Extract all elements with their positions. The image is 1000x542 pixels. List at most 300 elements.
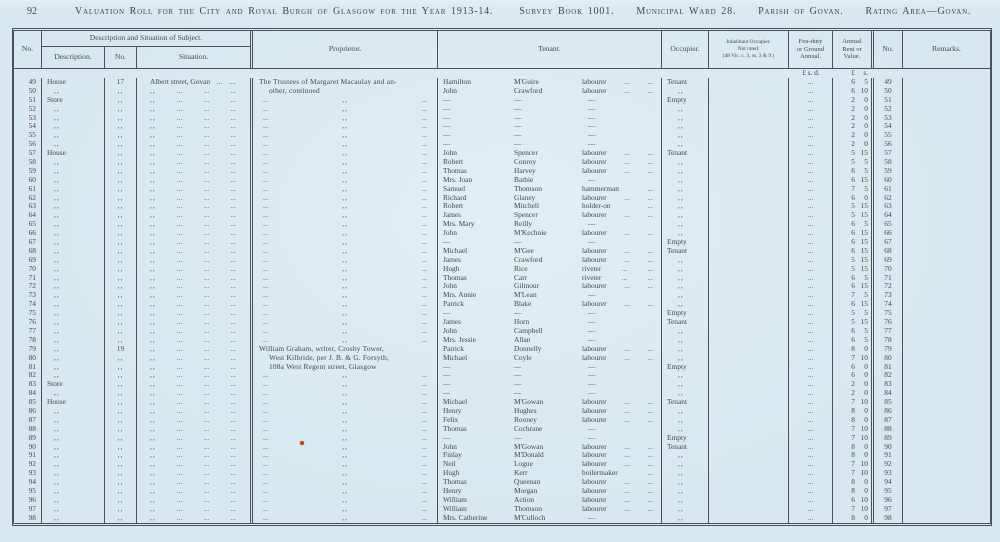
cell-street-no: ,, xyxy=(105,514,137,523)
cell-tenant-occupation: — xyxy=(578,434,662,443)
cell-description: ,, xyxy=(42,416,105,425)
cell-remarks xyxy=(903,371,990,380)
table-row xyxy=(14,78,990,87)
cell-entry-no-right: 68 xyxy=(871,247,903,256)
cell-feu-duty: ... xyxy=(789,229,833,238)
cell-proprietor: ... ,, ... xyxy=(250,274,438,283)
cell-remarks xyxy=(903,380,990,389)
cell-tenant-forename: Thomas xyxy=(443,273,467,282)
cell-annual-rent: 2 0 xyxy=(851,113,868,122)
cell-inhabitant-occupier xyxy=(709,265,789,274)
cell-tenant-forename: James xyxy=(443,211,462,220)
col-header-no: No. xyxy=(14,31,42,68)
cell-entry-no-right: 86 xyxy=(871,407,903,416)
cell-occupier: ,, xyxy=(662,256,709,265)
cell-occupier: ,, xyxy=(662,478,709,487)
table-row xyxy=(14,380,990,389)
cell-tenant-surname: Crawford xyxy=(514,86,543,95)
cell-entry-no-right: 90 xyxy=(871,443,903,452)
table-row xyxy=(14,434,990,443)
cell-situation: ,, ... ... ... xyxy=(150,255,236,264)
cell-tenant-forename: Thomas xyxy=(443,478,467,487)
cell-situation: ,, ... ... ... xyxy=(150,86,236,95)
cell-feu-duty: ... xyxy=(789,407,833,416)
cell-occupier: ,, xyxy=(662,380,709,389)
cell-tenant-surname: Rice xyxy=(514,264,528,273)
cell-street-no: ,, xyxy=(105,451,137,460)
table-row xyxy=(14,114,990,123)
cell-street-no: ,, xyxy=(105,238,137,247)
cell-tenant-surname: Kerr xyxy=(514,469,528,478)
cell-annual-rent: 6 5 xyxy=(851,335,868,344)
cell-tenant-occupation: — xyxy=(578,363,662,372)
cell-feu-duty: ... xyxy=(789,327,833,336)
cell-occupier: ,, xyxy=(662,167,709,176)
cell-tenant-forename: — xyxy=(443,140,451,149)
cell-occupier: ,, xyxy=(662,87,709,96)
cell-entry-no: 85 xyxy=(14,398,42,407)
cell-occupier: ,, xyxy=(662,291,709,300)
table-row xyxy=(14,274,990,283)
cell-situation: ,, ... ... ... xyxy=(150,229,236,238)
cell-tenant-occupation: holder-on ... xyxy=(578,202,662,211)
cell-tenant-occupation: — xyxy=(578,425,662,434)
cell-entry-no-right: 56 xyxy=(871,140,903,149)
cell-tenant-forename: — xyxy=(443,122,451,131)
cell-entry-no-right: 80 xyxy=(871,354,903,363)
cell-feu-duty: ... xyxy=(789,443,833,452)
cell-tenant-forename: — xyxy=(443,433,451,442)
cell-tenant-surname: Donnelly xyxy=(514,344,542,353)
cell-entry-no-right: 98 xyxy=(871,514,903,523)
cell-tenant-occupation: labourer ... ... xyxy=(578,247,662,256)
cell-tenant-forename: — xyxy=(443,362,451,371)
cell-street-no: ,, xyxy=(105,122,137,131)
cell-proprietor: ... ,, ... xyxy=(250,265,438,274)
cell-inhabitant-occupier xyxy=(709,363,789,372)
cell-situation: ,, ... ... ... xyxy=(150,264,236,273)
cell-proprietor: ... ,, ... xyxy=(250,149,438,158)
cell-inhabitant-occupier xyxy=(709,300,789,309)
cell-remarks xyxy=(903,194,990,203)
cell-entry-no-right: 95 xyxy=(871,487,903,496)
table-row xyxy=(14,140,990,149)
cell-situation: ,, ... ... ... xyxy=(150,220,236,229)
cell-feu-duty: ... xyxy=(789,114,833,123)
cell-occupier: ,, xyxy=(662,416,709,425)
cell-entry-no: 89 xyxy=(14,434,42,443)
cell-remarks xyxy=(903,309,990,318)
cell-annual-rent: 6 15 xyxy=(851,175,868,184)
cell-tenant-surname: Carr xyxy=(514,273,528,282)
cell-tenant-forename: Mrs. Jessie xyxy=(443,335,476,344)
table-row xyxy=(14,371,990,380)
cell-entry-no: 67 xyxy=(14,238,42,247)
cell-annual-rent: 7 10 xyxy=(851,353,868,362)
cell-tenant-surname: Horn xyxy=(514,318,530,327)
cell-street-no: ,, xyxy=(105,291,137,300)
cell-inhabitant-occupier xyxy=(709,354,789,363)
cell-inhabitant-occupier xyxy=(709,478,789,487)
cell-proprietor: ... ,, ... xyxy=(250,185,438,194)
cell-entry-no-right: 70 xyxy=(871,265,903,274)
cell-annual-rent: 8 0 xyxy=(851,344,868,353)
cell-annual-rent: 8 0 xyxy=(851,415,868,424)
cell-proprietor: ... ,, ... xyxy=(250,380,438,389)
cell-annual-rent: 6 15 xyxy=(851,246,868,255)
cell-street-no: ,, xyxy=(105,309,137,318)
cell-feu-duty: ... xyxy=(789,158,833,167)
cell-inhabitant-occupier xyxy=(709,345,789,354)
cell-tenant-occupation: labourer ... ... xyxy=(578,505,662,514)
cell-occupier: ,, xyxy=(662,345,709,354)
cell-tenant-surname: — xyxy=(514,371,522,380)
cell-inhabitant-occupier xyxy=(709,238,789,247)
cell-proprietor: other, continued xyxy=(250,87,438,96)
cell-tenant-surname: Blake xyxy=(514,300,532,309)
cell-proprietor: ... ,, ... xyxy=(250,425,438,434)
cell-inhabitant-occupier xyxy=(709,451,789,460)
cell-description: ,, xyxy=(42,176,105,185)
cell-proprietor: ... ,, ... xyxy=(250,105,438,114)
cell-inhabitant-occupier xyxy=(709,105,789,114)
cell-annual-rent: 6 5 xyxy=(851,273,868,282)
cell-proprietor: ... ,, ... xyxy=(250,460,438,469)
cell-description: ,, xyxy=(42,496,105,505)
survey-book: Survey Book 1001. xyxy=(519,6,615,17)
cell-tenant-surname: M'Culloch xyxy=(514,513,546,522)
cell-remarks xyxy=(903,434,990,443)
cell-description: ,, xyxy=(42,87,105,96)
cell-entry-no-right: 67 xyxy=(871,238,903,247)
cell-situation: ,, ... ... ... xyxy=(150,362,236,371)
col-header-inhabitant-occupier: Inhabitant Occupier. Not rated. (48 Vic. c. 3, ss. 3 & 9.) xyxy=(709,31,789,68)
cell-remarks xyxy=(903,140,990,149)
cell-inhabitant-occupier xyxy=(709,487,789,496)
cell-occupier: ,, xyxy=(662,425,709,434)
cell-tenant-forename: John xyxy=(443,86,457,95)
cell-tenant-forename: John xyxy=(443,282,457,291)
cell-inhabitant-occupier xyxy=(709,122,789,131)
cell-entry-no: 65 xyxy=(14,220,42,229)
cell-entry-no: 84 xyxy=(14,389,42,398)
cell-feu-duty: ... xyxy=(789,354,833,363)
cell-remarks xyxy=(903,105,990,114)
cell-tenant-forename: Mrs. Annie xyxy=(443,291,477,300)
cell-situation: ,, ... ... ... xyxy=(150,291,236,300)
cell-situation: ,, ... ... ... xyxy=(150,415,236,424)
cell-situation: ,, ... ... ... xyxy=(150,335,236,344)
cell-occupier: ,, xyxy=(662,105,709,114)
cell-situation: ,, ... ... ... xyxy=(150,282,236,291)
cell-entry-no: 55 xyxy=(14,131,42,140)
cell-tenant-forename: — xyxy=(443,113,451,122)
cell-remarks xyxy=(903,363,990,372)
cell-feu-duty: ... xyxy=(789,131,833,140)
cell-tenant-occupation: — xyxy=(578,140,662,149)
cell-tenant-forename: John xyxy=(443,326,457,335)
cell-tenant-forename: James xyxy=(443,318,462,327)
cell-tenant-surname: Campbell xyxy=(514,326,543,335)
cell-street-no: ,, xyxy=(105,220,137,229)
cell-inhabitant-occupier xyxy=(709,389,789,398)
table-row xyxy=(14,220,990,229)
cell-street-no: ,, xyxy=(105,149,137,158)
cell-entry-no-right: 65 xyxy=(871,220,903,229)
table-row xyxy=(14,131,990,140)
cell-entry-no-right: 94 xyxy=(871,478,903,487)
cell-entry-no: 71 xyxy=(14,274,42,283)
cell-street-no: ,, xyxy=(105,363,137,372)
cell-description: ,, xyxy=(42,238,105,247)
cell-tenant-forename: Henry xyxy=(443,406,462,415)
cell-inhabitant-occupier xyxy=(709,185,789,194)
annual-units-label: £ s. xyxy=(851,69,868,77)
cell-annual-rent: 7 10 xyxy=(851,433,868,442)
cell-tenant-forename: Hugh xyxy=(443,469,460,478)
cell-description: ,, xyxy=(42,469,105,478)
col-header-remarks: Remarks. xyxy=(932,44,961,54)
cell-feu-duty: ... xyxy=(789,96,833,105)
cell-remarks xyxy=(903,300,990,309)
cell-remarks xyxy=(903,443,990,452)
cell-occupier: ,, xyxy=(662,389,709,398)
cell-description: ,, xyxy=(42,371,105,380)
cell-inhabitant-occupier xyxy=(709,211,789,220)
cell-tenant-occupation: labourer ... ... xyxy=(578,78,662,87)
cell-proprietor: ... ,, ... xyxy=(250,309,438,318)
cell-tenant-forename: Finlay xyxy=(443,451,462,460)
cell-street-no: ,, xyxy=(105,398,137,407)
cell-inhabitant-occupier xyxy=(709,336,789,345)
cell-remarks xyxy=(903,318,990,327)
cell-tenant-surname: M'Gowan xyxy=(514,442,544,451)
cell-tenant-occupation: — xyxy=(578,389,662,398)
cell-annual-rent: 5 15 xyxy=(851,318,868,327)
cell-annual-rent: 5 15 xyxy=(851,202,868,211)
cell-feu-duty: ... xyxy=(789,505,833,514)
cell-remarks xyxy=(903,78,990,87)
cell-occupier: ,, xyxy=(662,407,709,416)
cell-proprietor: ... ,, ... xyxy=(250,416,438,425)
cell-proprietor: ... ,, ... xyxy=(250,327,438,336)
cell-tenant-occupation: — xyxy=(578,220,662,229)
cell-entry-no: 49 xyxy=(14,78,42,87)
cell-entry-no: 50 xyxy=(14,87,42,96)
cell-entry-no: 81 xyxy=(14,363,42,372)
cell-description: ,, xyxy=(42,220,105,229)
cell-street-no: ,, xyxy=(105,336,137,345)
cell-feu-duty: ... xyxy=(789,78,833,87)
cell-feu-duty: ... xyxy=(789,247,833,256)
cell-feu-duty: ... xyxy=(789,194,833,203)
cell-annual-rent: 6 10 xyxy=(851,86,868,95)
cell-proprietor: ... ,, ... xyxy=(250,291,438,300)
cell-annual-rent: 6 5 xyxy=(851,220,868,229)
cell-description: ,, xyxy=(42,211,105,220)
cell-proprietor: ... ,, ... xyxy=(250,140,438,149)
cell-remarks xyxy=(903,114,990,123)
cell-tenant-occupation: labourer ... ... xyxy=(578,407,662,416)
cell-entry-no-right: 89 xyxy=(871,434,903,443)
cell-entry-no-right: 81 xyxy=(871,363,903,372)
cell-street-no: ,, xyxy=(105,140,137,149)
cell-tenant-occupation: labourer ... ... xyxy=(578,354,662,363)
cell-occupier: ,, xyxy=(662,282,709,291)
cell-entry-no-right: 61 xyxy=(871,185,903,194)
cell-annual-rent: 7 5 xyxy=(851,291,868,300)
cell-feu-duty: ... xyxy=(789,389,833,398)
cell-proprietor: ... ,, ... xyxy=(250,220,438,229)
table-row xyxy=(14,87,990,96)
cell-street-no: ,, xyxy=(105,114,137,123)
cell-annual-rent: 5 5 xyxy=(851,309,868,318)
cell-entry-no: 88 xyxy=(14,425,42,434)
cell-description: ,, xyxy=(42,443,105,452)
cell-entry-no: 77 xyxy=(14,327,42,336)
cell-feu-duty: ... xyxy=(789,336,833,345)
cell-entry-no-right: 54 xyxy=(871,122,903,131)
table-row xyxy=(14,460,990,469)
cell-situation: ,, ... ... ... xyxy=(150,238,236,247)
cell-entry-no: 83 xyxy=(14,380,42,389)
cell-inhabitant-occupier xyxy=(709,514,789,523)
cell-tenant-surname: Spencer xyxy=(514,149,538,158)
cell-tenant-forename: James xyxy=(443,255,462,264)
cell-description: ,, xyxy=(42,434,105,443)
red-ink-speck xyxy=(300,441,304,445)
cell-street-no: ,, xyxy=(105,167,137,176)
cell-tenant-occupation: — xyxy=(578,309,662,318)
cell-tenant-forename: — xyxy=(443,238,451,247)
cell-remarks xyxy=(903,87,990,96)
cell-tenant-forename: Michael xyxy=(443,398,468,407)
cell-annual-rent: 2 0 xyxy=(851,104,868,113)
cell-situation: ,, ... ... ... xyxy=(150,469,236,478)
cell-remarks xyxy=(903,398,990,407)
cell-feu-duty: ... xyxy=(789,122,833,131)
cell-proprietor: ... ,, ... xyxy=(250,211,438,220)
cell-tenant-surname: Spencer xyxy=(514,211,538,220)
cell-entry-no: 79 xyxy=(14,345,42,354)
currency-units-row xyxy=(14,69,990,78)
cell-occupier: Tenant xyxy=(662,149,709,158)
cell-entry-no-right: 59 xyxy=(871,167,903,176)
cell-feu-duty: ... xyxy=(789,434,833,443)
cell-tenant-forename: Mrs. Joan xyxy=(443,175,473,184)
cell-feu-duty: ... xyxy=(789,291,833,300)
cell-street-no: ,, xyxy=(105,327,137,336)
cell-remarks xyxy=(903,185,990,194)
cell-situation: ,, ... ... ... xyxy=(150,442,236,451)
cell-entry-no-right: 69 xyxy=(871,256,903,265)
cell-street-no: ,, xyxy=(105,416,137,425)
valuation-table xyxy=(12,28,992,526)
cell-entry-no: 53 xyxy=(14,114,42,123)
cell-tenant-occupation: — xyxy=(578,176,662,185)
table-row xyxy=(14,478,990,487)
cell-feu-duty: ... xyxy=(789,105,833,114)
cell-proprietor: ... ,, ... xyxy=(250,398,438,407)
cell-entry-no: 70 xyxy=(14,265,42,274)
cell-tenant-occupation: labourer ... ... xyxy=(578,345,662,354)
cell-entry-no: 75 xyxy=(14,309,42,318)
table-row xyxy=(14,105,990,114)
cell-entry-no-right: 58 xyxy=(871,158,903,167)
cell-tenant-occupation: — xyxy=(578,514,662,523)
cell-situation: ,, ... ... ... xyxy=(150,318,236,327)
cell-remarks xyxy=(903,336,990,345)
table-row xyxy=(14,176,990,185)
cell-tenant-surname: — xyxy=(514,104,522,113)
table-row xyxy=(14,487,990,496)
cell-occupier: ,, xyxy=(662,496,709,505)
cell-tenant-forename: — xyxy=(443,131,451,140)
cell-street-no: ,, xyxy=(105,389,137,398)
cell-street-no: ,, xyxy=(105,443,137,452)
cell-street-no: ,, xyxy=(105,256,137,265)
cell-occupier: ,, xyxy=(662,505,709,514)
cell-remarks xyxy=(903,247,990,256)
cell-occupier: Tenant xyxy=(662,247,709,256)
cell-description: ,, xyxy=(42,194,105,203)
cell-tenant-surname: M'Donald xyxy=(514,451,544,460)
cell-occupier: ,, xyxy=(662,514,709,523)
cell-inhabitant-occupier xyxy=(709,96,789,105)
cell-annual-rent: 5 15 xyxy=(851,255,868,264)
cell-annual-rent: 5 15 xyxy=(851,211,868,220)
cell-tenant-forename: John xyxy=(443,442,457,451)
cell-description: Store xyxy=(42,96,105,105)
cell-tenant-surname: — xyxy=(514,113,522,122)
cell-annual-rent: 6 0 xyxy=(851,371,868,380)
cell-description: ,, xyxy=(42,460,105,469)
cell-inhabitant-occupier xyxy=(709,398,789,407)
cell-entry-no-right: 82 xyxy=(871,371,903,380)
cell-entry-no: 62 xyxy=(14,194,42,203)
table-row xyxy=(14,336,990,345)
col-header-no-right: No. xyxy=(871,31,903,68)
cell-remarks xyxy=(903,131,990,140)
cell-tenant-forename: Mrs. Mary xyxy=(443,220,475,229)
cell-inhabitant-occupier xyxy=(709,140,789,149)
cell-feu-duty: ... xyxy=(789,167,833,176)
cell-proprietor: ... ,, ... xyxy=(250,336,438,345)
cell-feu-duty: ... xyxy=(789,282,833,291)
cell-tenant-surname: Thomson xyxy=(514,184,542,193)
cell-situation: ,, ... ... ... xyxy=(150,184,236,193)
cell-inhabitant-occupier xyxy=(709,425,789,434)
cell-street-no: ,, xyxy=(105,469,137,478)
cell-tenant-occupation: — xyxy=(578,131,662,140)
cell-annual-rent: 6 0 xyxy=(851,193,868,202)
cell-inhabitant-occupier xyxy=(709,371,789,380)
table-row xyxy=(14,469,990,478)
cell-tenant-occupation: labourer ... ... xyxy=(578,496,662,505)
cell-annual-rent: 8 0 xyxy=(851,478,868,487)
cell-tenant-occupation: labourer ... ... xyxy=(578,229,662,238)
cell-occupier: ,, xyxy=(662,371,709,380)
cell-street-no: ,, xyxy=(105,131,137,140)
cell-remarks xyxy=(903,451,990,460)
cell-entry-no-right: 76 xyxy=(871,318,903,327)
cell-proprietor: 108a West Regent street, Glasgow xyxy=(250,363,438,372)
cell-inhabitant-occupier xyxy=(709,309,789,318)
cell-tenant-surname: Glaney xyxy=(514,193,536,202)
cell-tenant-occupation: — xyxy=(578,114,662,123)
cell-occupier: ,, xyxy=(662,300,709,309)
cell-description: ,, xyxy=(42,345,105,354)
